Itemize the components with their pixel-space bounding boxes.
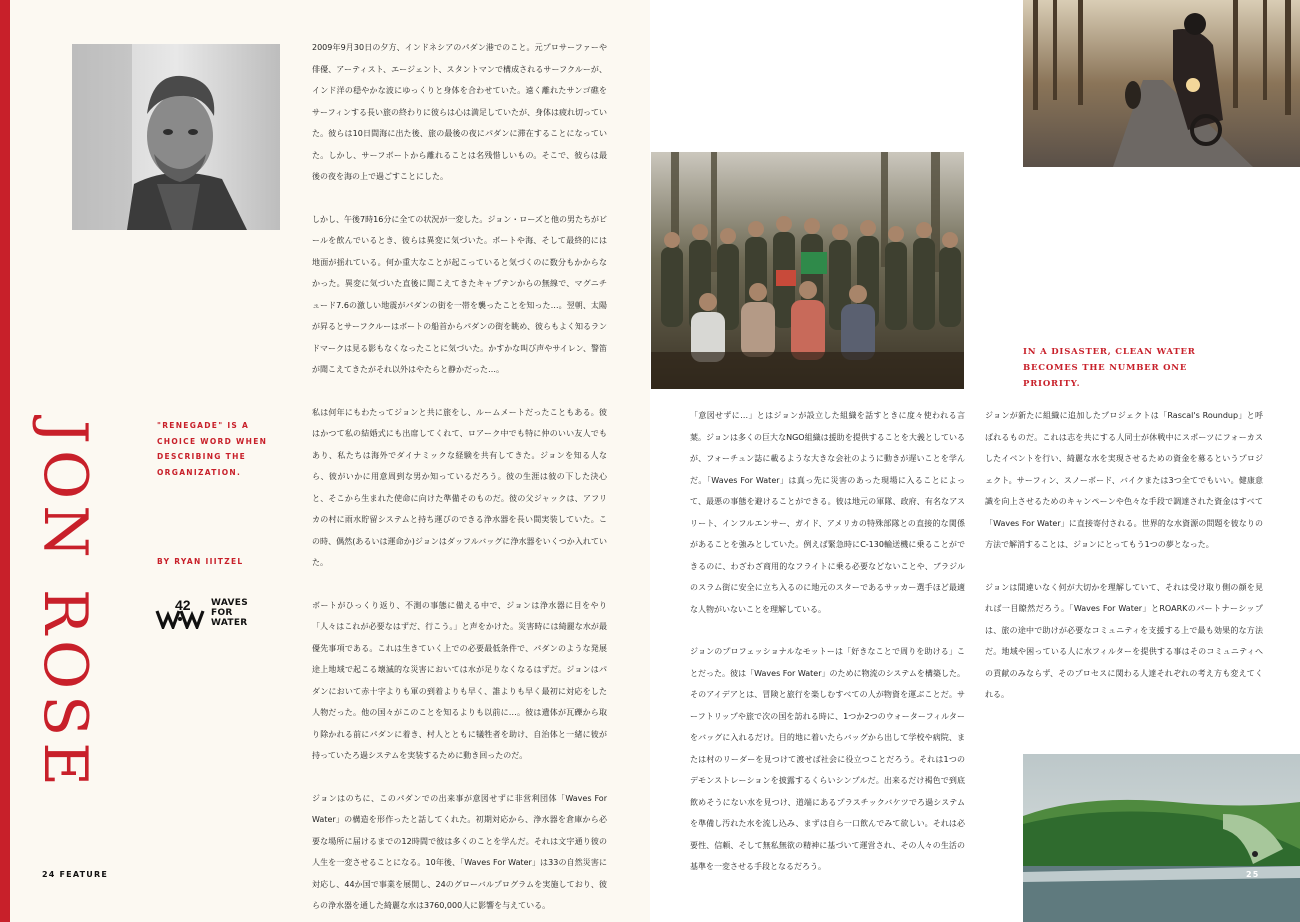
right-body-column-a — [690, 405, 965, 899]
page-folio-left: 24 FEATURE — [42, 870, 108, 879]
left-body-column — [312, 37, 607, 922]
paragraph: ジョンが新たに組織に追加したプロジェクトは「Rascal's Roundup」と呼ばれるものだ。これは志を共にする人同士が休戦中にスポーツにフォーカスしたイベントを行い、綺麗な水を実現させるための資金を募るというプロジェクト。サーフィン、スノーボード、バイクまたは3つ全てでもいい。健康意識を向上させるためのキャンペーンや色々な手段で調達された資金はすべて「Waves For Water」に直接寄付される。世界的な水資源の問題を彼なりの方法で解消することは、ジョンにとってもう1つの夢となった。 — [985, 411, 1263, 549]
right-pull-quote: IN A DISASTER, CLEAN WATER BECOMES THE NUMBER ONE PRIORITY. — [1023, 347, 1196, 389]
logo-text-line1: WAVES — [211, 598, 248, 608]
paragraph: 私は何年にもわたってジョンと共に旅をし、ルームメートだったこともある。彼はかつて私の結婚式にも出席してくれて、ロアーク中でも特に仲のいい友人でもあり、私たちは海外でダイナミックな経験を共有してきた。ジョンを知る人なら、彼がいかに用意周到な男か知っているだろう。彼の生涯は彼の下した決心と、そこから生まれた使命に向けた準備そのものだ。彼の父ジャックは、アフリカの村に雨水貯留システムと持ち運びのできる浄水器を長い間実装していた。この時、偶然(あるいは運命か)ジョンはダッフルバッグに浄水器をいくつか入れていた。 — [312, 407, 607, 567]
paragraph: しかし、午後7時16分に全ての状況が一変した。ジョン・ローズと他の男たちがビールを飲んでいるとき、彼らは異変に気づいた。ボートや海、そして最終的には地面が揺れている。何か重大なことが起こっていると気づくのに数分もかからなかった。異変に気づいた直後に聞こえてきたキャプテンからの無線で、マグニチュード7.6の激しい地震がパダンの街を一帯を襲ったことを知った…。翌朝、太陽が昇るとサーフクルーはボートの船首からパダンの街を眺め、彼らもよく知るランドマークは見る影もなくなったことに気づいた。かすかな叫び声やサイレン、警笛が聞こえてきたがそれ以外はやたらと静かだった…。 — [312, 214, 607, 374]
logo-text-line3: WATER — [211, 618, 248, 628]
paragraph: ジョンはのちに、このパダンでの出来事が意図せずに非営利団体「Waves For Water」の構造を形作ったと話してくれた。初期対応から、浄水器を倉庫から必要な場所に届けるまでの12時間で彼は多くのことを学んだ。それは文字通り彼の人生を一変させることになる。10年後、「Waves For Water」は33の自然災害に対応し、44か国で事業を展開し、24のグローバルプログラムを実施しており、彼らの浄水器を通した綺麗な水は3760,000人に影響を与えている。 — [312, 793, 607, 910]
portrait-photo — [72, 44, 280, 230]
paragraph: ジョンは間違いなく何が大切かを理解していて、それは受け取り側の顔を見れば一目瞭然だろう。「Waves For Water」とROARKのパートナーシップは、旅の途中で助けが必要なコミュニティを支援する上で最も効果的な方法だ。地域や困っている人に水フィルターを提供する事はそのコミュニティへの貢献のみならず、そのプロセスに関わる人達それぞれの考え方も変えてくれる。 — [985, 582, 1263, 699]
article-title: JON ROSE — [30, 420, 100, 793]
logo-text-line2: FOR — [211, 608, 233, 618]
paragraph: 「意図せずに…」とはジョンが設立した組織を話すときに度々使われる言葉。ジョンは多くの巨大なNGO組織は援助を提供することを大義としているが、フォーチュン誌に載るような大きな会社のように動きが遅いことを学んだ。「Waves For Water」は真っ先に災害のあった現場に入ることによって、最悪の事態を避けることができる。彼は地元の軍隊、政府、有名なアスリート、インフルエンサー、ガイド、アメリカの特殊部隊との直接的な関係があることを強みとしていた。例えば緊急時にC-130輸送機に乗ることができるのに、わざわざ商用的なフライトに乗る必要などないことや、ブラジルのスラム街に安全に立ち入るのに地元のスターであるサッカー選手ほど最適な人物がいないことを理解している。 — [690, 411, 965, 614]
motorcycle-photo — [1023, 0, 1300, 167]
logo-text — [211, 598, 248, 628]
paragraph: ジョンのプロフェッショナルなモットーは「好きなことで周りを助ける」ことだった。彼は「Waves For Water」のために物流のシステムを構築した。そのアイデアとは、冒険と旅行を楽しむすべての人が物資を運ぶことだ。サーフトリップや旅で次の国を訪れる時に、1つか2つのウォーターフィルターをバッグに入れるだけ。目的地に着いたらバッグから出して学校や病院、または村のリーダーを見つけて渡せば社会に役立つことだろう。それは1つのデモンストレーションを披露するくらいシンプルだ。出来るだけ褐色で到底飲めそうにない水を見つけ、道端にあるプラスチックバケツでろ過システムを準備し汚れた水を流し込み、まずは自ら一口飲んでみて欲しい。それは必要性、信頼、そして無私無欲の精神に基づいて運営され、その人々の生活の基準を一変させる手段となるだろう。 — [690, 647, 965, 871]
waves-logo-icon — [155, 597, 205, 629]
byline: BY RYAN IIITZEL — [157, 557, 244, 566]
waves-for-water-logo — [155, 596, 265, 630]
paragraph: 2009年9月30日の夕方、インドネシアのパダン港でのこと。元プロサーファーや俳優、アーティスト、エージェント、スタントマンで構成されるサーフクルーが、インド洋の穏やかな波にゆっくりと身体を合わせていた。遠く離れたサンゴ礁をサーフィンする長い旅の終わりに彼らは心は満足していたが、身体は疲れ切っていた。彼らは10日間海に出た後、旅の最後の夜にパダンに滞在することになっていた。しかし、サーフボートから離れることは名残惜しいもの。そこで、彼らは最後の夜を海の上で過ごすことにした。 — [312, 43, 607, 181]
surf-wave-photo — [1023, 754, 1300, 922]
right-page — [650, 0, 1300, 922]
paragraph: ボートがひっくり返り、不測の事態に備える中で、ジョンは浄水器に目をやり「人々はこれが必要なはずだ、行こう。」と声をかけた。災害時には綺麗な水が最優先事項である。これは生きていく上での必要最低条件で、パダンのような発展途上地域で起こる壊滅的な災害においては水が足りなくなるはずだ。ジョンはパダンにおいて赤十字よりも軍の到着よりも早く、誰よりも早く最初に対応をした人物だった。他の国々がこのことを知るよりも以前に…。彼は遺体が瓦礫から取り除かれる前にパダンに着き、村人とともに犠牲者を助け、自治体と一緒に彼が持っていたろ過システムを実装するために動き回ったのだ。 — [312, 600, 607, 760]
logo-mark-number: 42 — [175, 597, 191, 613]
right-body-column-b — [985, 405, 1263, 727]
page-folio-right: 25 — [1246, 870, 1260, 879]
group-photo — [651, 152, 964, 389]
accent-bar — [0, 0, 10, 922]
pull-quote: "RENEGADE" IS A CHOICE WORD WHEN DESCRIBING THE ORGANIZATION. — [157, 421, 268, 477]
